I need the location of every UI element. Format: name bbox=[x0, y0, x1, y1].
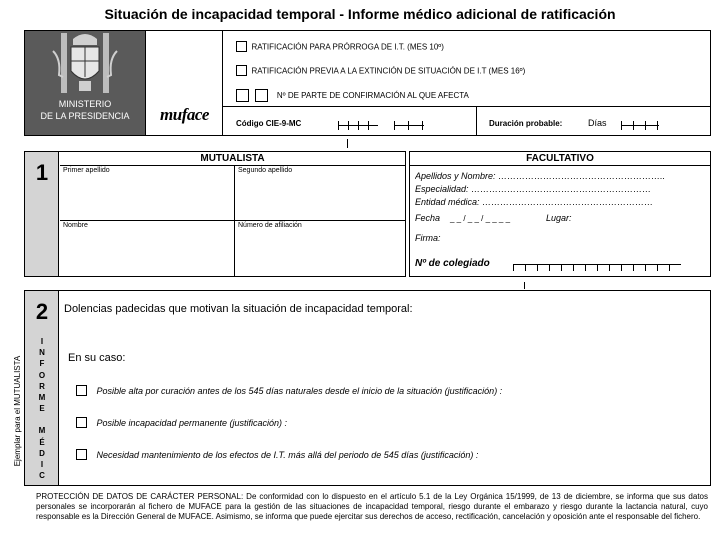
cie-divider bbox=[476, 107, 477, 136]
informe-letter-12: C bbox=[39, 471, 45, 481]
ministry-logo bbox=[25, 31, 145, 135]
informe-letter-2: F bbox=[39, 359, 45, 369]
informe-letter-10: D bbox=[39, 448, 45, 458]
incapacidad-label: Posible incapacidad permanente (justificación) : bbox=[96, 417, 288, 428]
especialidad-dots: …………………………………………………… bbox=[471, 184, 652, 194]
informe-letter-0: I bbox=[40, 337, 44, 346]
option-alta-row bbox=[76, 382, 502, 400]
extincion-label: RATIFICACIÓN PREVIA A LA EXTINCIÓN DE SITUACIÓN DE I.T (MES 16º) bbox=[251, 66, 526, 76]
mantenimiento-checkbox[interactable] bbox=[76, 449, 87, 460]
afiliacion-field[interactable] bbox=[235, 231, 405, 276]
informe-letter-5: M bbox=[38, 393, 46, 403]
nombre-label: Nombre bbox=[63, 222, 88, 229]
ejemplar-label: Ejemplar para el MUTUALISTA bbox=[13, 355, 22, 467]
informe-letter-3: O bbox=[38, 370, 46, 380]
dolencias-field[interactable] bbox=[62, 318, 707, 350]
duration-label: Duración probable: bbox=[489, 119, 563, 128]
apellidos-nombre-label: Apellidos y Nombre: bbox=[415, 171, 496, 181]
en-su-caso-label: En su caso: bbox=[68, 352, 126, 364]
option-mantenimiento-row bbox=[76, 446, 478, 464]
mutualista-heading-rule bbox=[60, 165, 406, 166]
alta-checkbox[interactable] bbox=[76, 385, 87, 396]
muface-logo-text: muface bbox=[160, 105, 209, 124]
nombre-field[interactable] bbox=[60, 231, 234, 276]
days-field[interactable] bbox=[621, 117, 659, 126]
entidad-dots: ………………………………………………… bbox=[482, 197, 654, 207]
apellidos-nombre-dots: ……………………………………………….. bbox=[498, 171, 666, 181]
cie-code-field-2[interactable] bbox=[394, 117, 424, 126]
facultativo-heading-rule bbox=[409, 165, 711, 166]
informe-letter-4: R bbox=[39, 381, 45, 391]
logo-divider bbox=[222, 30, 223, 136]
parte-checkbox-2[interactable] bbox=[255, 89, 268, 102]
dolencias-label: Dolencias padecidas que motivan la situación de incapacidad temporal: bbox=[64, 303, 413, 315]
incapacidad-checkbox[interactable] bbox=[76, 417, 87, 428]
informe-letter-6: E bbox=[39, 404, 45, 414]
data-protection-footer: PROTECCIÓN DE DATOS DE CARÁCTER PERSONAL: De conformidad con lo dispuesto en el artículo 5.1 de la Ley Orgánica 15/1999, de 13 de diciembre, se informa que sus datos personales se incorporarán al fichero de MUFACE para la gestión de las situaciones de incapacidad temporal, riesgo durante el embarazo y riesgo durante la lactancia natural, cuyo responsable es la Dirección General de MUFACE. Asimismo, se informa que puede ejercitar sus derechos de acceso, rectificación, cancelación y oposición ante el responsable del fichero. bbox=[36, 492, 708, 522]
informe-letter-7 bbox=[36, 414, 48, 425]
page-title: Situación de incapacidad temporal - Informe médico adicional de ratificación bbox=[104, 6, 616, 22]
header-option-prorroga bbox=[236, 38, 444, 51]
days-label: Días bbox=[588, 118, 607, 128]
informe-medico-vertical bbox=[36, 336, 48, 481]
informe-letter-9: É bbox=[39, 437, 45, 447]
mantenimiento-label: Necesidad mantenimiento de los efectos de I.T. más allá del periodo de 545 días (justificación) : bbox=[96, 449, 479, 460]
informe-letter-8: M bbox=[38, 426, 46, 436]
ministry-name-line1: MINISTERIO bbox=[58, 99, 112, 109]
prorroga-label: RATIFICACIÓN PARA PRÓRROGA DE I.T. (MES 10º) bbox=[251, 42, 444, 52]
section1-number: 1 bbox=[35, 160, 49, 185]
entidad-label: Entidad médica: bbox=[415, 197, 480, 207]
colegiado-label: Nº de colegiado bbox=[415, 258, 490, 269]
lugar-label: Lugar: bbox=[546, 213, 572, 223]
section2-number: 2 bbox=[35, 299, 49, 324]
prorroga-checkbox[interactable] bbox=[236, 41, 247, 52]
parte-checkbox-1[interactable] bbox=[236, 89, 249, 102]
muface-logo bbox=[145, 31, 222, 135]
cie-code-label: Código CIE-9-MC bbox=[236, 119, 302, 128]
parte-label: Nº DE PARTE DE CONFIRMACIÓN AL QUE AFECTA bbox=[276, 91, 469, 101]
primer-apellido-field[interactable] bbox=[60, 176, 234, 220]
ministry-name-line2: DE LA PRESIDENCIA bbox=[40, 111, 130, 121]
entidad-row[interactable] bbox=[415, 197, 709, 207]
extincion-checkbox[interactable] bbox=[236, 65, 247, 76]
afiliacion-label: Número de afiliación bbox=[238, 222, 302, 229]
facultativo-heading: FACULTATIVO bbox=[526, 153, 594, 164]
mutualista-horizontal-rule bbox=[60, 220, 406, 221]
primer-apellido-label: Primer apellido bbox=[63, 167, 110, 174]
apellidos-nombre-row[interactable] bbox=[415, 171, 709, 181]
segundo-apellido-field[interactable] bbox=[235, 176, 405, 220]
cie-code-field-1[interactable] bbox=[338, 117, 378, 126]
fecha-field[interactable]: _ _ / _ _ / _ _ _ _ bbox=[450, 214, 511, 223]
especialidad-label: Especialidad: bbox=[415, 184, 469, 194]
firma-label: Firma: bbox=[415, 233, 441, 243]
header-option-extincion bbox=[236, 62, 525, 75]
option-incapacidad-row bbox=[76, 414, 287, 432]
informe-letter-1: N bbox=[39, 348, 45, 358]
especialidad-row[interactable] bbox=[415, 184, 709, 194]
alta-label: Posible alta por curación antes de los 545 días naturales desde el inicio de la situación (justificación) : bbox=[96, 385, 503, 396]
informe-letter-11: I bbox=[40, 460, 44, 470]
segundo-apellido-label: Segundo apellido bbox=[238, 167, 293, 174]
mutualista-heading: MUTUALISTA bbox=[200, 153, 265, 164]
header-option-parte-underline bbox=[223, 106, 711, 107]
colegiado-field[interactable] bbox=[513, 258, 681, 265]
fecha-label: Fecha bbox=[415, 213, 441, 223]
header-option-parte bbox=[236, 87, 469, 101]
